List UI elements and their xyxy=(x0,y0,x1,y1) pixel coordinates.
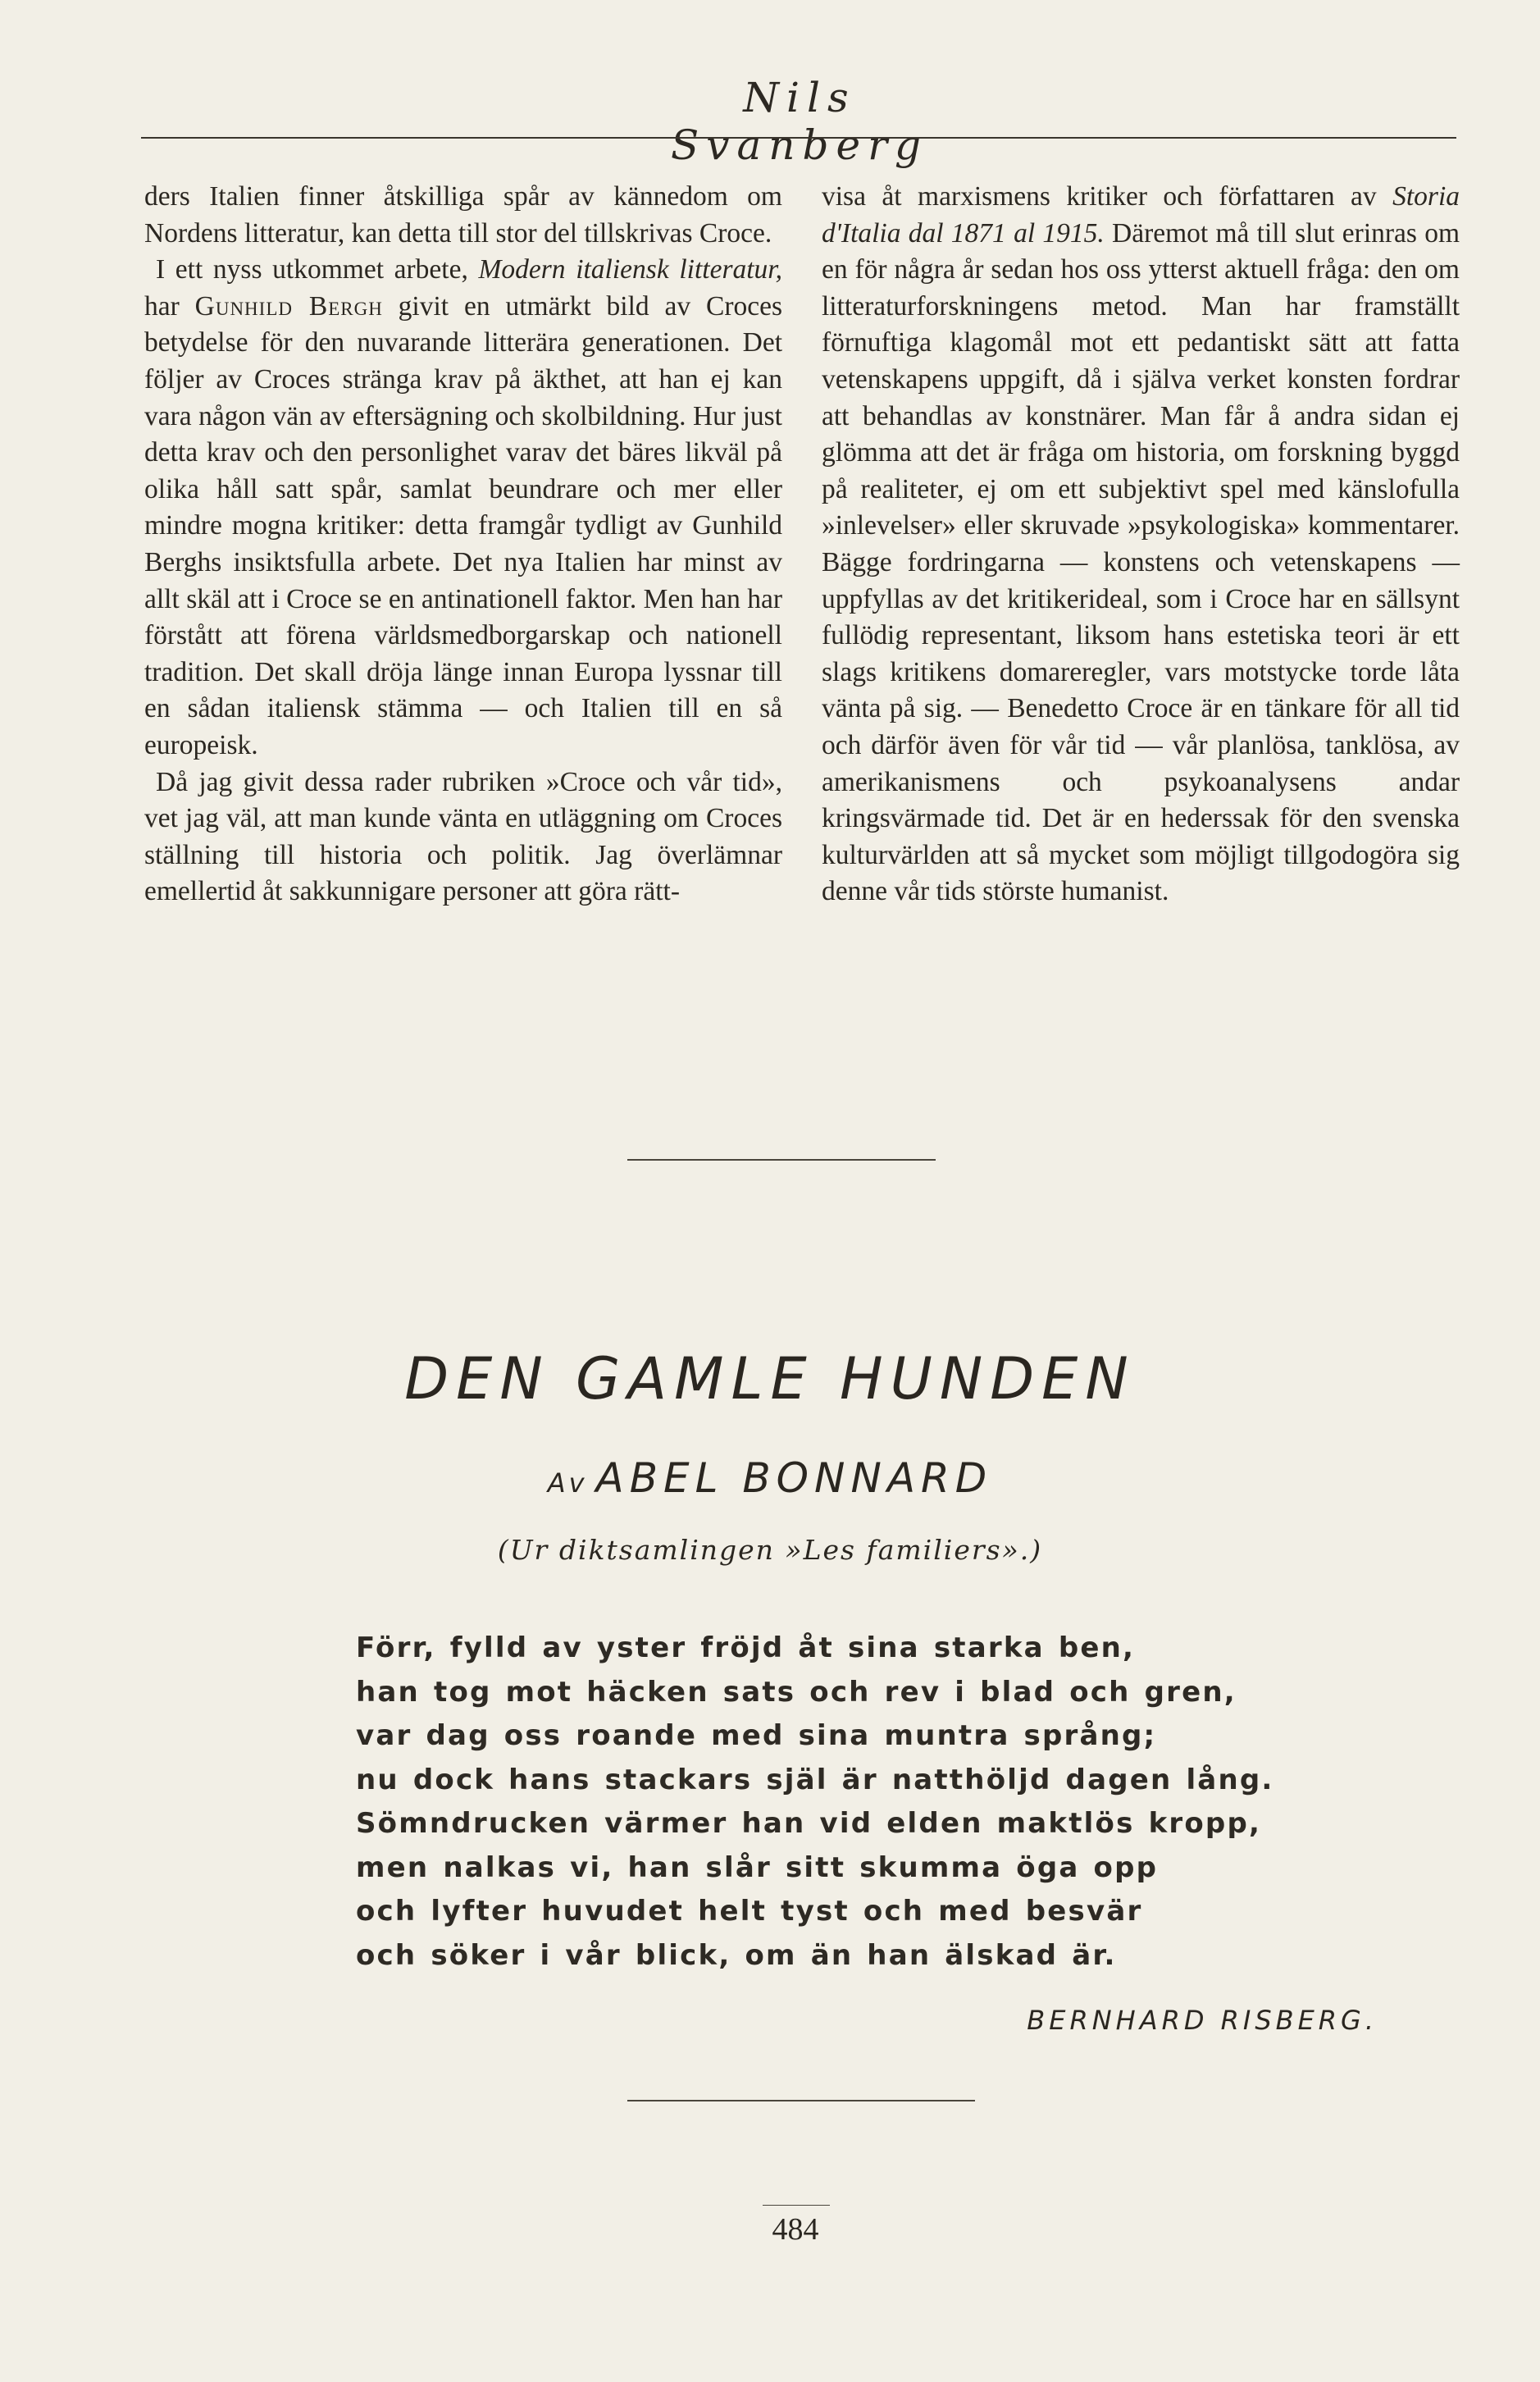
running-head: Nils Svanberg xyxy=(670,74,929,169)
poem-line: nu dock hans stackars själ är natthöljd dagen lång. xyxy=(356,1763,1274,1796)
article-column-right xyxy=(822,179,1460,910)
poem-line: var dag oss roande med sina muntra språng; xyxy=(356,1719,1157,1752)
page-number: 484 xyxy=(772,2212,819,2247)
page-number-rule xyxy=(763,2205,830,2206)
closing-rule xyxy=(627,2100,975,2101)
paragraph-text: I ett nyss utkommet arbete, xyxy=(156,254,479,285)
poem-author xyxy=(0,1454,1540,1502)
poem-line: men nalkas vi, han slår sitt skumma öga opp xyxy=(356,1850,1159,1884)
italic-title: Modern italiensk litteratur, xyxy=(478,254,782,285)
paragraph-text: har xyxy=(144,290,195,322)
section-divider xyxy=(627,1159,936,1161)
italic-title: Storia d'Italia dal 1871 al 1915. xyxy=(822,181,1460,249)
article-column-left xyxy=(144,179,782,910)
article-paragraph xyxy=(144,179,782,252)
article-paragraph xyxy=(822,179,1460,910)
poem-line: Förr, fylld av yster fröjd åt sina starka ben, xyxy=(356,1631,1136,1664)
paragraph-text: givit en utmärkt bild av Croces betydelse för den nuvarande litterära generationen. Det följer av Croces stränga krav på äkthet, att han ej kan vara någon vän av eftersägning och skolbildning. Hur just detta krav och den personlighet varav det bäres likväl på olika håll satt spår, samlat beundrare och mer eller mindre mogna kritiker: detta framgår tydligt av Gunhild Berghs insiktsfulla arbete. Det nya Italien har minst av allt skäl att i Croce se en antinationell faktor. Men han har förstått att förena världsmedborgarskap och nationell tradition. Det skall dröja länge innan Europa lyssnar till en sådan italiensk stämma — och Italien till en så europeisk. xyxy=(144,290,782,760)
poem-line: Sömndrucken värmer han vid elden maktlös kropp, xyxy=(356,1807,1262,1840)
poem-source: (Ur diktsamlingen »Les familiers».) xyxy=(497,1534,1043,1566)
paragraph-text: Däremot må till slut erinras om en för några år sedan hos oss ytterst aktuell fråga: den om litteraturforskningens metod. Man har framställt förnuftiga klagomål mot ett pedantiskt sätt att fatta vetenskapens uppgift, då i själva verket konsten fordrar att behandlas av konstnärer. Man får å andra sidan ej glömma att det är fråga om historia, om forskning byggd på realiteter, ej om ett subjektivt spel med känslofulla »inlevelser» eller skruvade »psykologiska» kommentarer. Bägge fordringarna — konstens och vetenskapens — uppfyllas av det kritikerideal, som i Croce har en sällsynt fullödig representant, liksom hans estetiska teori är ett slags kritikens domareregler, vars motstycke torde låta vänta på sig. — Benedetto Croce är en tänkare för all tid och därför även för vår tid — vår planlösa, tanklösa, av amerikanismens och psykoanalysens andar kringsvärmade tid. Det är en hederssak för den svenska kulturvärlden att så mycket som möjligt tillgodogöra sig denne vår tids störste humanist. xyxy=(822,217,1460,907)
poem-line: han tog mot häcken sats och rev i blad och gren, xyxy=(356,1675,1237,1709)
paragraph-text: ders Italien finner åtskilliga spår av kännedom om Nordens litteratur, kan detta till stor del tillskrivas Croce. xyxy=(144,181,782,249)
author-prefix: Av xyxy=(547,1467,588,1499)
header-rule xyxy=(141,137,1456,139)
paragraph-text: visa åt marxismens kritiker och författaren av xyxy=(822,181,1393,212)
article-paragraph xyxy=(144,764,782,910)
author-name: ABEL BONNARD xyxy=(595,1454,993,1502)
poem-body xyxy=(356,1627,1274,1978)
author-name-smallcaps: Gunhild Bergh xyxy=(194,290,383,322)
article-paragraph xyxy=(144,252,782,764)
paragraph-text: Då jag givit dessa rader rubriken »Croce och vår tid», vet jag väl, att man kunde vänta en utläggning om Croces ställning till historia och politik. Jag överlämnar emellertid åt sakkunnigare personer att göra rätt- xyxy=(144,766,782,907)
translator-signature: BERNHARD RISBERG. xyxy=(1027,2005,1378,2036)
poem-line: och lyfter huvudet helt tyst och med besvär xyxy=(356,1895,1143,1928)
poem-line: och söker i vår blick, om än han älskad är. xyxy=(356,1938,1117,1972)
poem-title: DEN GAMLE HUNDEN xyxy=(404,1345,1136,1412)
